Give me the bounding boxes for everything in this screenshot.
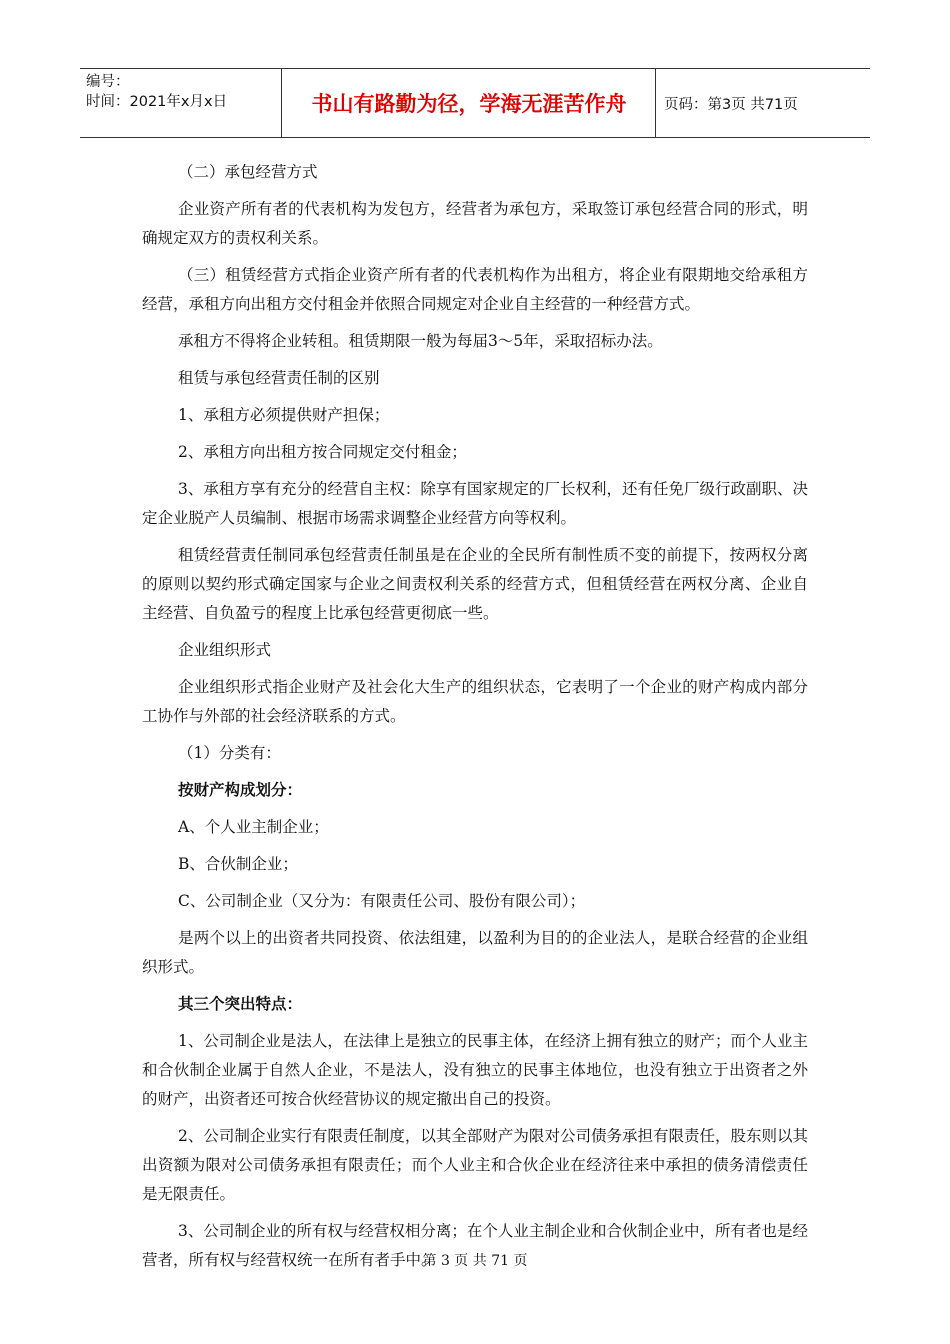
paragraph: 2、承租方向出租方按合同规定交付租金； bbox=[178, 443, 467, 461]
paragraph: B、合伙制企业； bbox=[178, 855, 298, 873]
page-footer: 第 3 页 共 71 页 bbox=[422, 1253, 528, 1269]
paragraph: 承租方不得将企业转租。租赁期限一般为每届3～5年，采取招标办法。 bbox=[178, 332, 663, 350]
paragraph: 2、公司制企业实行有限责任制度，以其全部财产为限对公司债务承担有限责任，股东则以其出资额为限对公司债务承担有限责任；而个人业主和合伙企业在经济往来中承担的债务清偿责任是无限责任。 bbox=[142, 1127, 808, 1203]
paragraph: C、公司制企业（又分为：有限责任公司、股份有限公司）； bbox=[178, 892, 586, 910]
paragraph: 企业组织形式指企业财产及社会化大生产的组织状态，它表明了一个企业的财产构成内部分工协作与外部的社会经济联系的方式。 bbox=[142, 678, 808, 725]
paragraph: A、个人业主制企业； bbox=[178, 818, 329, 836]
paragraph: 企业组织形式 bbox=[178, 641, 272, 659]
paragraph: （1）分类有： bbox=[178, 744, 281, 762]
paragraph: 租赁经营责任制同承包经营责任制虽是在企业的全民所有制性质不变的前提下，按两权分离的原则以契约形式确定国家与企业之间责权利关系的经营方式，但租赁经营在两权分离、企业自主经营、自负盈亏的程度上比承包经营更彻底一些。 bbox=[142, 546, 808, 622]
paragraph: 租赁与承包经营责任制的区别 bbox=[178, 369, 380, 387]
header-motto: 书山有路勤为径，学海无涯苦作舟 bbox=[283, 69, 656, 137]
paragraph: 1、公司制企业是法人，在法律上是独立的民事主体，在经济上拥有独立的财产；而个人业主和合伙制企业属于自然人企业，不是法人，没有独立的民事主体地位，也没有独立于出资者之外的财产，出资者还可按合伙经营协议的规定撤出自己的投资。 bbox=[142, 1032, 808, 1108]
paragraph: 1、承租方必须提供财产担保； bbox=[178, 406, 390, 424]
section-heading: 其三个突出特点： bbox=[178, 995, 303, 1013]
paragraph: 3、公司制企业的所有权与经营权相分离；在个人业主制企业和合伙制企业中，所有者也是经营者，所有权与经营权统一在所有者手中。 bbox=[142, 1222, 808, 1269]
paragraph: （三）租赁经营方式指企业资产所有者的代表机构作为出租方，将企业有限期地交给承租方经营，承租方向出租方交付租金并依照合同规定对企业自主经营的一种经营方式。 bbox=[142, 266, 808, 313]
document-body bbox=[142, 158, 808, 1283]
paragraph: 3、承租方享有充分的经营自主权：除享有国家规定的厂长权利，还有任免厂级行政副职、决定企业脱产人员编制、根据市场需求调整企业经营方向等权利。 bbox=[142, 480, 808, 527]
document-time-label: 时间：2021年x月x日 bbox=[86, 94, 228, 110]
header-left-cell bbox=[80, 69, 282, 137]
document-number-label: 编号： bbox=[86, 74, 130, 90]
page-header bbox=[80, 68, 870, 138]
header-page-info: 页码：第3页 共71页 bbox=[664, 96, 798, 113]
paragraph: （二）承包经营方式 bbox=[178, 163, 318, 181]
paragraph: 企业资产所有者的代表机构为发包方，经营者为承包方，采取签订承包经营合同的形式，明确规定双方的责权利关系。 bbox=[142, 200, 808, 247]
section-heading: 按财产构成划分： bbox=[178, 781, 303, 799]
paragraph: 是两个以上的出资者共同投资、依法组建，以盈利为目的的企业法人，是联合经营的企业组织形式。 bbox=[142, 929, 808, 976]
